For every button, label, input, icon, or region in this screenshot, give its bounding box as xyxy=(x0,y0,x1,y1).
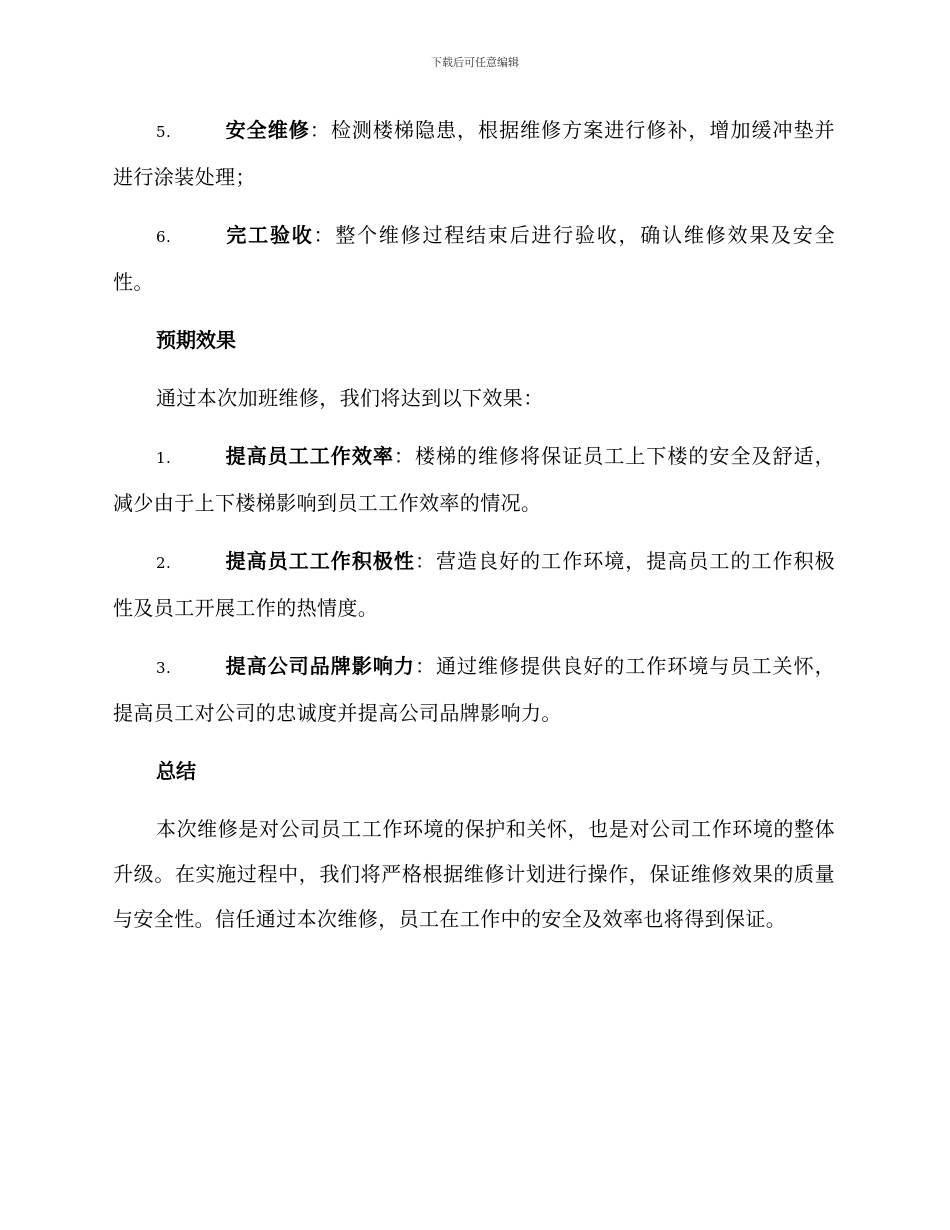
list-term: 提高员工工作积极性 xyxy=(225,549,415,573)
list-number: 1. xyxy=(156,449,172,467)
list-item-step-5 xyxy=(113,108,835,200)
list-item-effect-3 xyxy=(113,644,835,736)
list-description: ：整个维修过程结束后进行验收，确认维修效果及安全性。 xyxy=(113,223,835,294)
list-term: 完工验收 xyxy=(225,223,314,247)
list-term: 提高员工工作效率 xyxy=(225,444,394,468)
list-term: 安全维修 xyxy=(225,118,310,142)
list-term: 提高公司品牌影响力 xyxy=(225,654,415,678)
list-number: 6. xyxy=(156,228,172,246)
document-body xyxy=(113,108,835,955)
list-description: ：通过维修提供良好的工作环境与员工关怀，提高员工对公司的忠诚度并提高公司品牌影响力。 xyxy=(113,654,836,725)
list-number: 5. xyxy=(156,123,172,141)
section-heading-summary: 总结 xyxy=(156,759,196,783)
list-description: ：营造良好的工作环境，提高员工的工作积极性及员工开展工作的热情度。 xyxy=(113,549,836,620)
list-item-effect-1 xyxy=(113,434,835,526)
list-description: ：检测楼梯隐患，根据维修方案进行修补，增加缓冲垫并进行涂装处理； xyxy=(113,118,836,189)
list-item-step-6 xyxy=(113,213,835,305)
section-heading-effects: 预期效果 xyxy=(156,328,236,352)
effects-intro: 通过本次加班维修，我们将达到以下效果： xyxy=(156,386,544,410)
list-number: 2. xyxy=(156,554,172,572)
summary-paragraph: 本次维修是对公司员工工作环境的保护和关怀，也是对公司工作环境的整体升级。在实施过程中，我们将严格根据维修计划进行操作，保证维修效果的质量与安全性。信任通过本次维修，员工在工作中的安全及效率也将得到保证。 xyxy=(113,817,835,931)
page-header: 下载后可任意编辑 xyxy=(431,56,519,69)
list-number: 3. xyxy=(156,659,172,677)
list-item-effect-2 xyxy=(113,539,835,631)
list-description: ：楼梯的维修将保证员工上下楼的安全及舒适，减少由于上下楼梯影响到员工工作效率的情况。 xyxy=(113,444,836,515)
